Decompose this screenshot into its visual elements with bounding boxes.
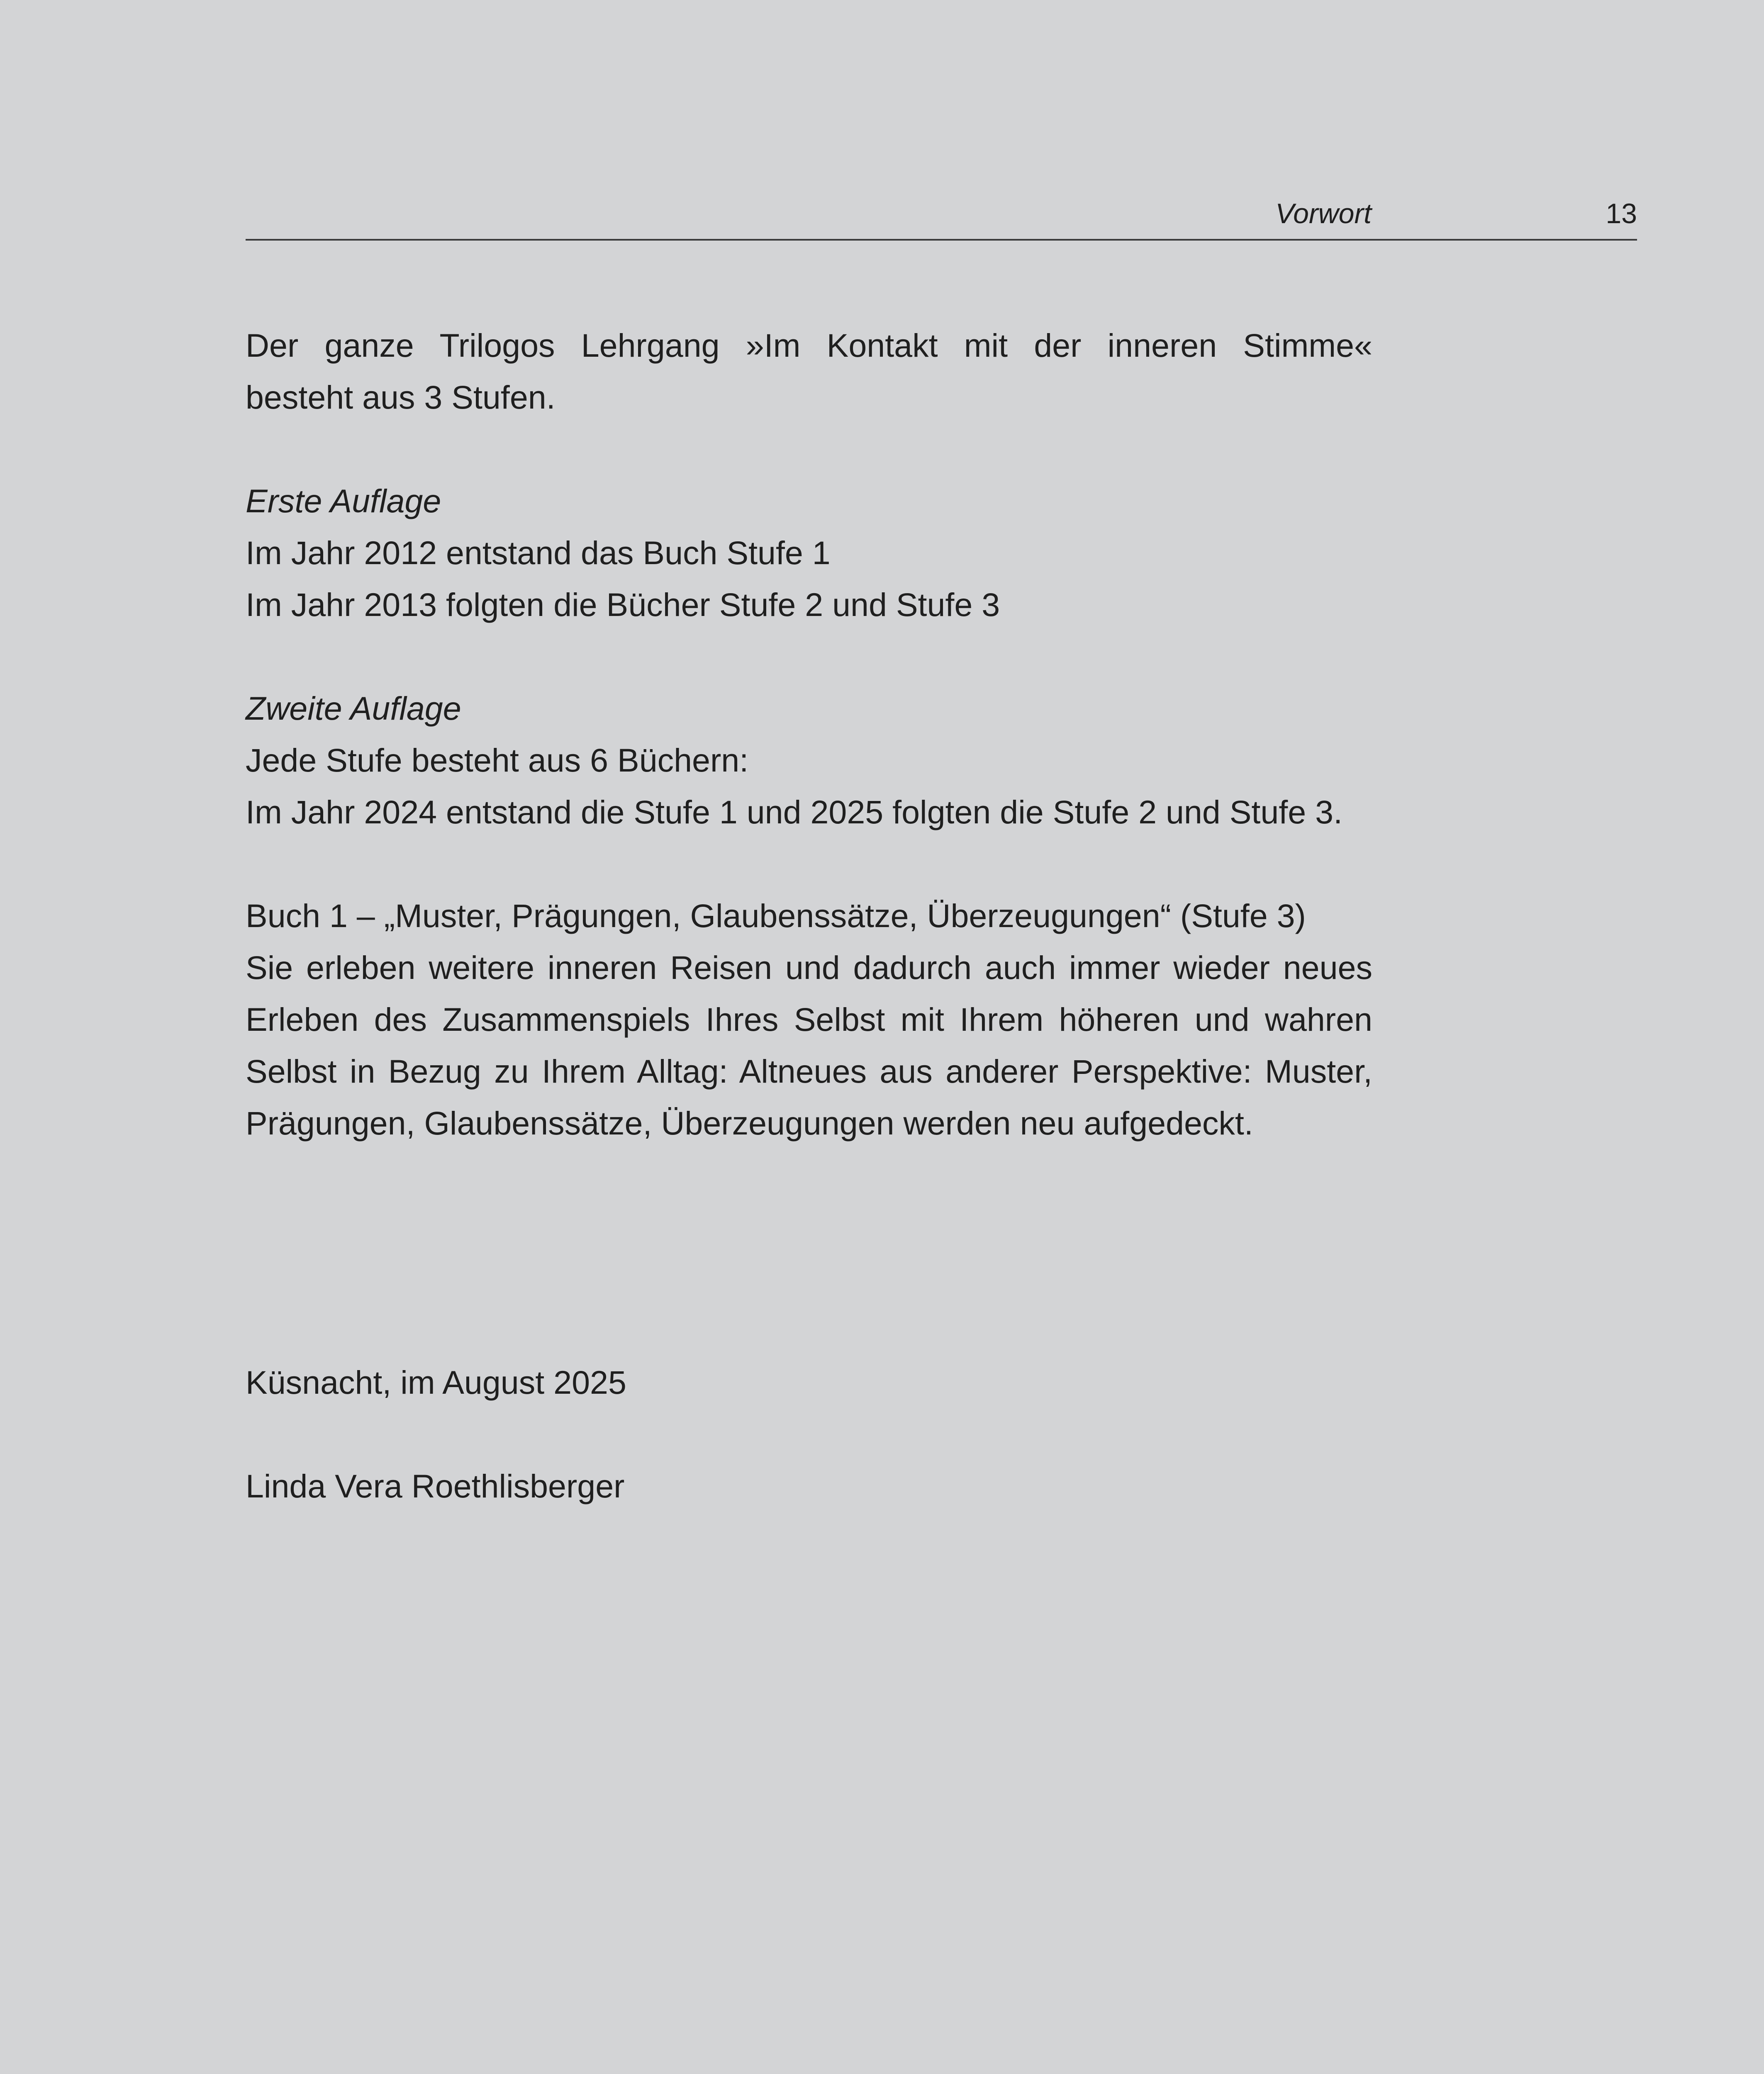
first-edition-line-2: Im Jahr 2013 folgten die Bücher Stufe 2 und Stufe 3 <box>246 586 1000 623</box>
paragraph-gap <box>246 1408 1372 1460</box>
page-number: 13 <box>1606 198 1637 229</box>
first-edition-line-1: Im Jahr 2012 entstand das Buch Stufe 1 <box>246 534 831 571</box>
header-section-title: Vorwort <box>1275 198 1372 229</box>
second-edition-line-1: Jede Stufe besteht aus 6 Büchern: <box>246 742 749 779</box>
section-gap <box>246 1149 1372 1356</box>
place-date: Küsnacht, im August 2025 <box>246 1364 626 1401</box>
paragraph-gap <box>246 423 1372 475</box>
running-header <box>246 195 1637 241</box>
paragraph-gap <box>246 630 1372 682</box>
second-edition-heading: Zweite Auflage <box>246 690 461 727</box>
author-name: Linda Vera Roethlisberger <box>246 1468 625 1504</box>
first-edition-heading: Erste Auflage <box>246 482 441 519</box>
book-title-line: Buch 1 – „Muster, Prägungen, Glaubenssätze, Überzeugungen“ (Stufe 3) <box>246 897 1306 934</box>
intro-line-1: Der ganze Trilogos Lehrgang »Im Kontakt mit der inneren Stimme« <box>246 327 1372 364</box>
book-line-2: Erleben des Zusammenspiels Ihres Selbst mit Ihrem höheren und wahren <box>246 1001 1372 1038</box>
second-edition-line-2: Im Jahr 2024 entstand die Stufe 1 und 2025 folgten die Stufe 2 und Stufe 3. <box>246 794 1343 830</box>
book-line-3: Selbst in Bezug zu Ihrem Alltag: Altneues aus anderer Perspektive: Muster, <box>246 1053 1372 1090</box>
body-text <box>246 319 1372 1512</box>
book-line-1: Sie erleben weitere inneren Reisen und dadurch auch immer wieder neues <box>246 949 1372 986</box>
paragraph-gap <box>246 838 1372 890</box>
intro-line-2: besteht aus 3 Stufen. <box>246 379 556 416</box>
book-line-4: Prägungen, Glaubenssätze, Überzeugungen werden neu aufgedeckt. <box>246 1105 1253 1142</box>
